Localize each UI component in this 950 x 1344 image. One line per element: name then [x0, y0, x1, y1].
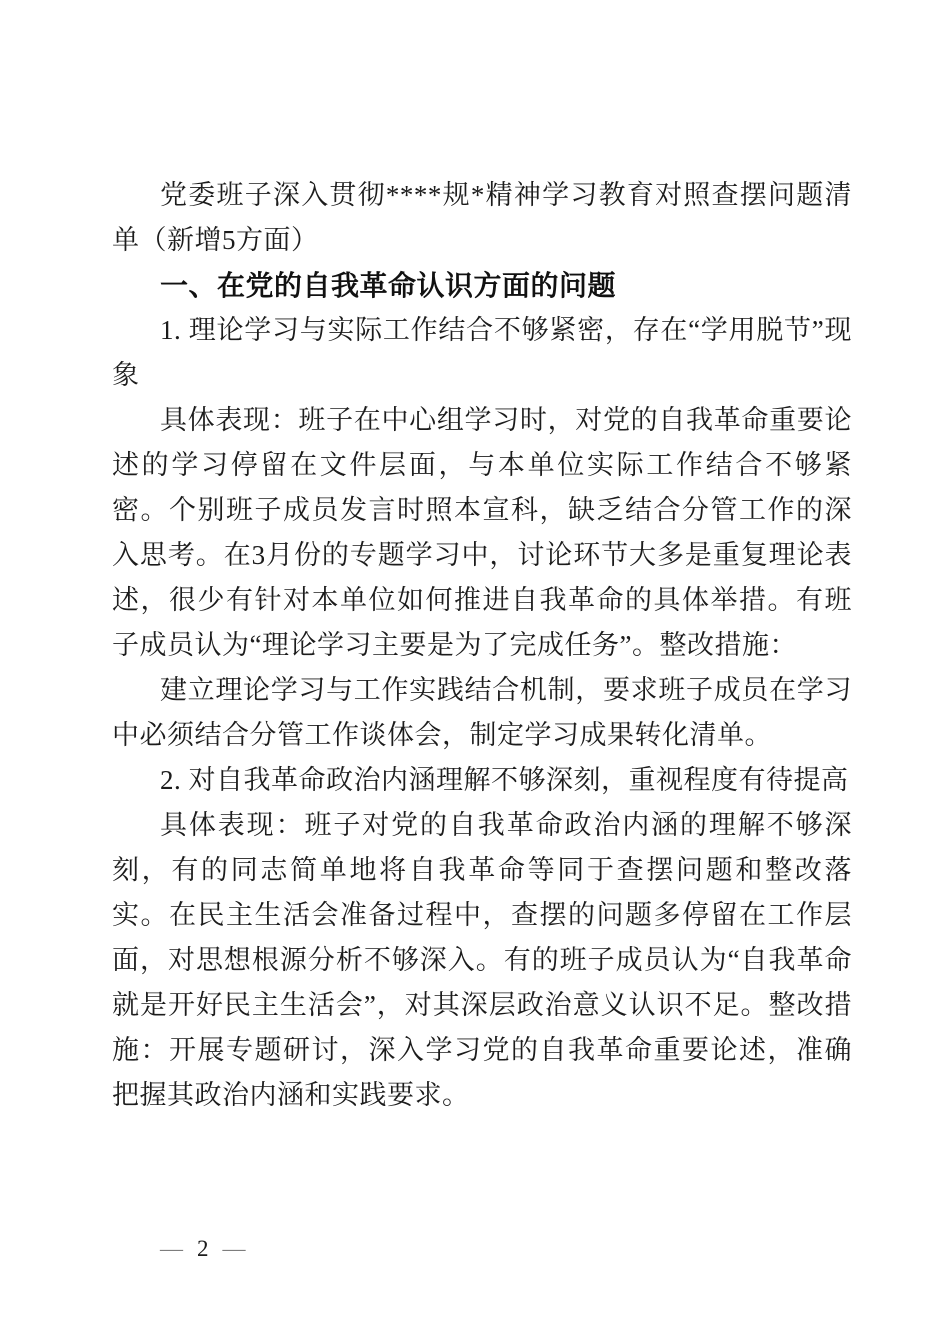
item-2-paragraph-1: 具体表现：班子对党的自我革命政治内涵的理解不够深刻，有的同志简单地将自我革命等同于查摆问题和整改落实。在民主生活会准备过程中，查摆的问题多停留在工作层面，对思想根源分析不够深入。有的班子成员认为“自我革命就是开好民主生活会”，对其深层政治意义认识不足。整改措施：开展专题研讨，深入学习党的自我革命重要论述，准确把握其政治内涵和实践要求。: [112, 810, 852, 1110]
item-1-paragraph-2: 建立理论学习与工作实践结合机制，要求班子成员在学习中必须结合分管工作谈体会，制定学习成果转化清单。: [112, 675, 852, 750]
document-title: 党委班子深入贯彻****规*精神学习教育对照查摆问题清单（新增5方面）: [112, 180, 852, 255]
document-body: [112, 173, 852, 1118]
page-number-value: 2: [197, 1236, 209, 1261]
page-number-right-dash: —: [222, 1236, 246, 1261]
item-1-paragraph-1: 具体表现：班子在中心组学习时，对党的自我革命重要论述的学习停留在文件层面，与本单位实际工作结合不够紧密。个别班子成员发言时照本宣科，缺乏结合分管工作的深入思考。在3月份的专题学习中，讨论环节大多是重复理论表述，很少有针对本单位如何推进自我革命的具体举措。有班子成员认为“理论学习主要是为了完成任务”。整改措施：: [112, 405, 852, 660]
section-heading: 一、在党的自我革命认识方面的问题: [160, 270, 617, 301]
item-1-heading: 1. 理论学习与实际工作结合不够紧密，存在“学用脱节”现象: [112, 315, 852, 390]
page-number: [160, 1235, 246, 1263]
page-number-left-dash: —: [160, 1236, 183, 1261]
item-2-heading: 2. 对自我革命政治内涵理解不够深刻，重视程度有待提高: [160, 765, 849, 795]
